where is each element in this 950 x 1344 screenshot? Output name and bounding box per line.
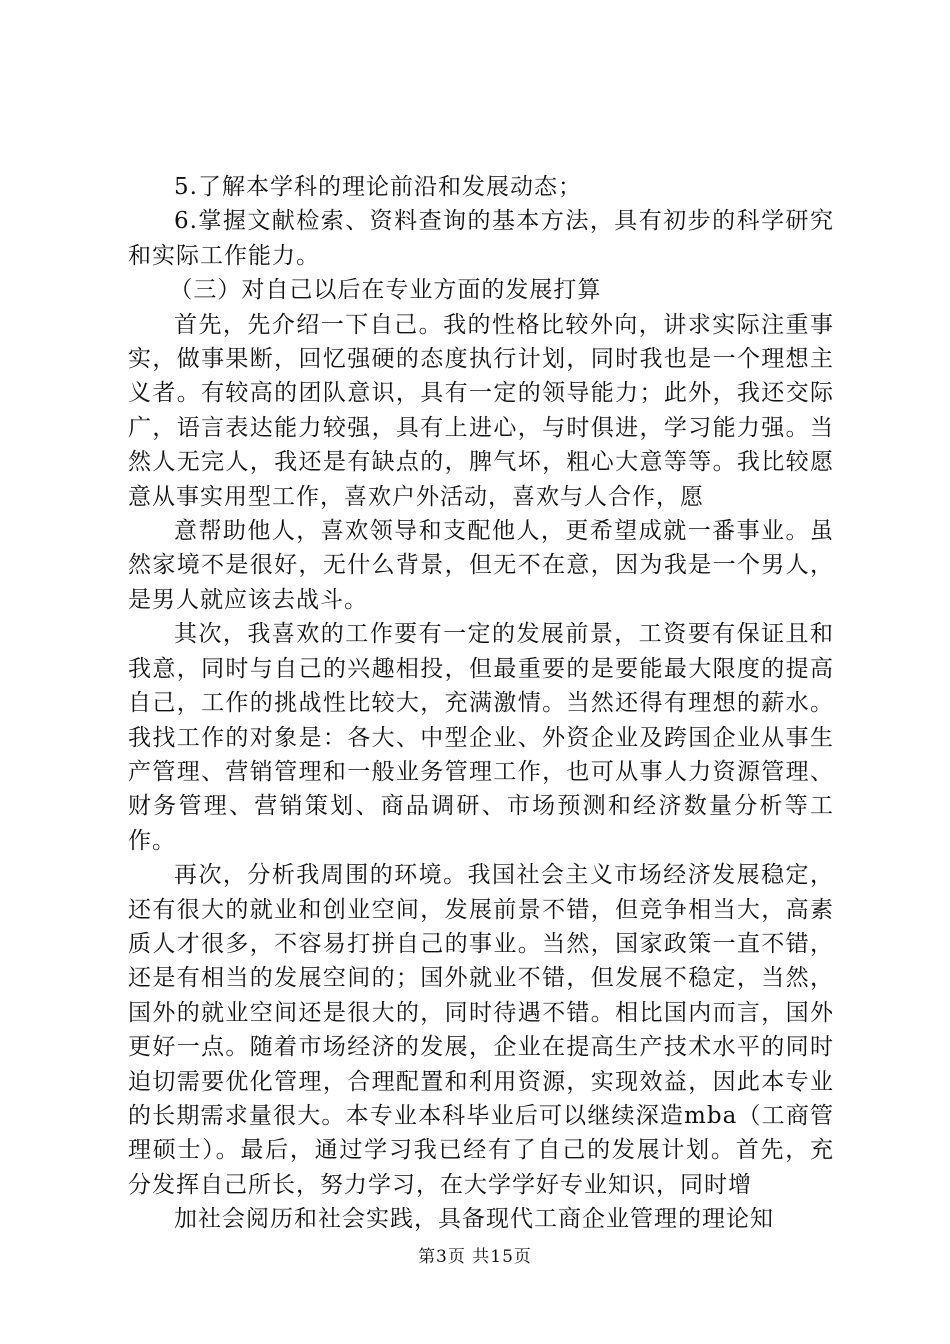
list-item-6: 6.掌握文献检索、资料查询的基本方法，具有初步的科学研究和实际工作能力。: [128, 208, 834, 269]
document-body: [128, 170, 834, 1237]
page-number: 第3页 共15页: [418, 1247, 532, 1267]
paragraph-environment-analysis: 再次，分析我周围的环境。我国社会主义市场经济发展稳定，还有很大的就业和创业空间，发展前景不错，但竞争相当大，高素质人才很多，不容易打拼自己的事业。当然，国家政策一直不错，还是有相当的发展空间的；国外就业不错，但发展不稳定，当然，国外的就业空间还是很大的，同时待遇不错。相比国内而言，国外更好一点。随着市场经济的发展，企业在提高生产技术水平的同时迫切需要优化管理，合理配置和利用资源，实现效益，因此本专业的长期需求量很大。本专业本科毕业后可以继续深造mba（工商管理硕士）。最后，通过学习我已经有了自己的发展计划。首先，充分发挥自己所长，努力学习，在大学学好专业知识，同时增: [128, 862, 834, 1198]
paragraph-self-introduction: 首先，先介绍一下自己。我的性格比较外向，讲求实际注重事实，做事果断，回忆强硬的态度执行计划，同时我也是一个理想主义者。有较高的团队意识，具有一定的领导能力；此外，我还交际广，语言表达能力较强，具有上进心，与时俱进，学习能力强。当然人无完人，我还是有缺点的，脾气坏，粗心大意等等。我比较愿意从事实用型工作，喜欢户外活动，喜欢与人合作，愿: [128, 311, 834, 510]
page-footer: [0, 1242, 950, 1267]
section-heading: （三）对自己以后在专业方面的发展打算: [169, 277, 602, 304]
paragraph-self-introduction-cont: 意帮助他人，喜欢领导和支配他人，更希望成就一番事业。虽然家境不是很好，无什么背景，但无不在意，因为我是一个男人，是男人就应该去战斗。: [128, 518, 834, 613]
list-item-5: 5.了解本学科的理论前沿和发展动态；: [174, 174, 582, 200]
paragraph-continuation: 加社会阅历和社会实践，具备现代工商企业管理的理论知: [174, 1206, 774, 1233]
paragraph-job-preference: 其次，我喜欢的工作要有一定的发展前景，工资要有保证且和我意，同时与自己的兴趣相投，但最重要的是要能最大限度的提高自己，工作的挑战性比较大，充满激情。当然还得有理想的薪水。我找工作的对象是：各大、中型企业、外资企业及跨国企业从事生产管理、营销管理和一般业务管理工作，也可从事人力资源管理、财务管理、营销策划、商品调研、市场预测和经济数量分析等工作。: [128, 621, 834, 854]
